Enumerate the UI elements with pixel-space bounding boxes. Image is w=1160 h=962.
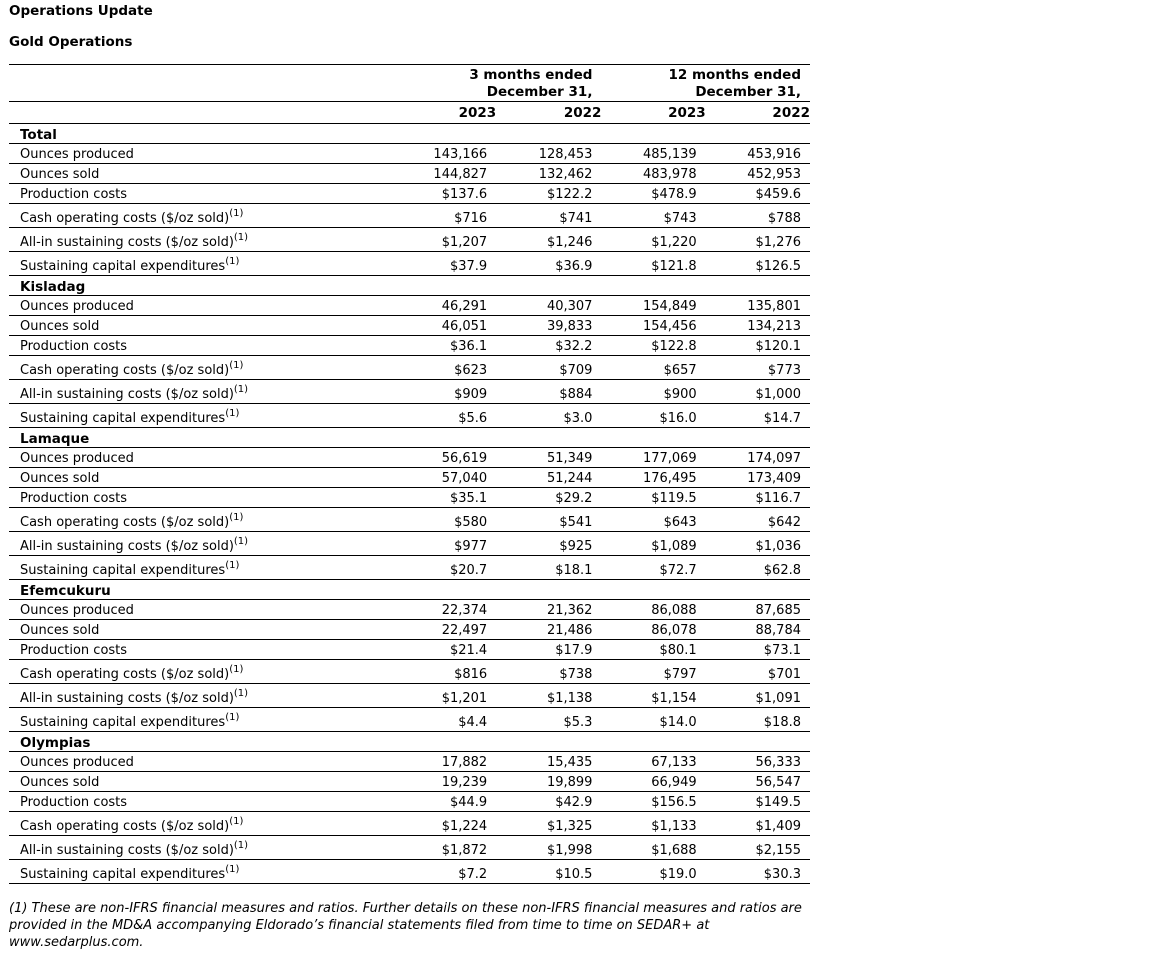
table-row: [9, 708, 810, 732]
row-label-cell: [9, 752, 391, 772]
value-cell: $2,155: [706, 836, 810, 860]
value-cell: $149.5: [706, 792, 810, 812]
footnote-marker: (1): [225, 560, 240, 571]
value-cell: $1,276: [706, 228, 810, 252]
table-row: [9, 204, 810, 228]
row-label-cell: [9, 164, 391, 184]
value-cell: 56,619: [391, 448, 496, 468]
value-cell: $72.7: [601, 556, 705, 580]
row-label: Cash operating costs ($/oz sold): [20, 667, 230, 682]
section-row: [9, 580, 810, 600]
value-cell: 173,409: [706, 468, 810, 488]
table-row: [9, 660, 810, 684]
value-cell: 86,088: [601, 600, 705, 620]
value-cell: $1,207: [391, 228, 496, 252]
value-cell: $62.8: [706, 556, 810, 580]
table-row: [9, 228, 810, 252]
value-cell: $126.5: [706, 252, 810, 276]
row-label: Ounces sold: [20, 623, 100, 638]
value-cell: $657: [601, 356, 705, 380]
value-cell: 46,291: [391, 296, 496, 316]
row-label-cell: [9, 792, 391, 812]
table-row: [9, 144, 810, 164]
value-cell: $1,872: [391, 836, 496, 860]
three-months-header: [391, 65, 602, 102]
value-cell: $1,036: [706, 532, 810, 556]
footnote-marker: (1): [225, 712, 240, 723]
row-label: Ounces produced: [20, 755, 134, 770]
section-title: Gold Operations: [9, 34, 133, 50]
value-cell: 128,453: [496, 144, 601, 164]
table-row: [9, 296, 810, 316]
row-label: Production costs: [20, 491, 128, 506]
row-label-cell: [9, 640, 391, 660]
value-cell: $1,201: [391, 684, 496, 708]
table-row: [9, 772, 810, 792]
value-cell: 56,547: [706, 772, 810, 792]
row-label: Sustaining capital expenditures: [20, 867, 226, 882]
table-row: [9, 556, 810, 580]
value-cell: $623: [391, 356, 496, 380]
table-row: [9, 620, 810, 640]
value-cell: 174,097: [706, 448, 810, 468]
value-cell: $1,224: [391, 812, 496, 836]
row-label: All-in sustaining costs ($/oz sold): [20, 691, 234, 706]
label-header: [9, 65, 391, 102]
row-label: Ounces produced: [20, 147, 134, 162]
table-row: [9, 252, 810, 276]
value-cell: 143,166: [391, 144, 496, 164]
period-header-row: [9, 65, 810, 102]
table-row: [9, 684, 810, 708]
value-cell: 22,497: [391, 620, 496, 640]
value-cell: 19,899: [496, 772, 601, 792]
three-months-line2: December 31,: [486, 84, 593, 100]
value-cell: $716: [391, 204, 496, 228]
row-label: Sustaining capital expenditures: [20, 563, 226, 578]
value-cell: 135,801: [706, 296, 810, 316]
value-cell: 177,069: [601, 448, 705, 468]
value-cell: 134,213: [706, 316, 810, 336]
row-label-cell: [9, 600, 391, 620]
value-cell: 154,849: [601, 296, 705, 316]
row-label: Ounces sold: [20, 471, 100, 486]
value-cell: 132,462: [496, 164, 601, 184]
table-row: [9, 600, 810, 620]
row-label-cell: [9, 184, 391, 204]
table-body: [9, 124, 810, 884]
value-cell: $18.8: [706, 708, 810, 732]
value-cell: $35.1: [391, 488, 496, 508]
row-label: All-in sustaining costs ($/oz sold): [20, 539, 234, 554]
table-row: [9, 812, 810, 836]
section-name: Efemcukuru: [9, 580, 810, 600]
row-label-cell: [9, 812, 391, 836]
table-row: [9, 356, 810, 380]
table-row: [9, 792, 810, 812]
value-cell: $741: [496, 204, 601, 228]
row-label-cell: [9, 508, 391, 532]
section-name: Kisladag: [9, 276, 810, 296]
footnote-marker: (1): [225, 408, 240, 419]
year-header-row: [9, 102, 810, 124]
value-cell: $120.1: [706, 336, 810, 356]
value-cell: 87,685: [706, 600, 810, 620]
row-label: Sustaining capital expenditures: [20, 259, 226, 274]
value-cell: 21,486: [496, 620, 601, 640]
table-row: [9, 448, 810, 468]
value-cell: $643: [601, 508, 705, 532]
value-cell: 485,139: [601, 144, 705, 164]
section-row: [9, 732, 810, 752]
row-label-cell: [9, 144, 391, 164]
row-label-cell: [9, 532, 391, 556]
footnote-marker: (1): [233, 384, 249, 395]
value-cell: $1,138: [496, 684, 601, 708]
value-cell: 15,435: [496, 752, 601, 772]
table-row: [9, 380, 810, 404]
value-cell: $19.0: [601, 860, 705, 884]
row-label-cell: [9, 660, 391, 684]
value-cell: $541: [496, 508, 601, 532]
table-row: [9, 316, 810, 336]
value-cell: $1,246: [496, 228, 601, 252]
value-cell: 453,916: [706, 144, 810, 164]
table-row: [9, 336, 810, 356]
value-cell: $788: [706, 204, 810, 228]
label-header-blank: [9, 102, 391, 124]
twelve-months-header: [601, 65, 810, 102]
row-label-cell: [9, 356, 391, 380]
value-cell: $37.9: [391, 252, 496, 276]
value-cell: 67,133: [601, 752, 705, 772]
table-row: [9, 404, 810, 428]
value-cell: $14.7: [706, 404, 810, 428]
row-label-cell: [9, 860, 391, 884]
table-row: [9, 184, 810, 204]
footnote-marker: (1): [225, 256, 240, 267]
row-label-cell: [9, 336, 391, 356]
row-label: Sustaining capital expenditures: [20, 411, 226, 426]
footnote-marker: (1): [233, 688, 249, 699]
row-label-cell: [9, 620, 391, 640]
gold-operations-table: [9, 64, 810, 884]
table-row: [9, 468, 810, 488]
footnote: (1) These are non-IFRS financial measures and ratios. Further details on these non-IFRS financial measures and ratios are provided in the MD&A accompanying Eldorado’s financial statements filed from time to time on SEDAR+ at www.sedarplus.com.: [9, 901, 802, 950]
value-cell: 57,040: [391, 468, 496, 488]
value-cell: $42.9: [496, 792, 601, 812]
row-label-cell: [9, 772, 391, 792]
twelve-months-line2: December 31,: [695, 84, 801, 100]
row-label-cell: [9, 708, 391, 732]
value-cell: $580: [391, 508, 496, 532]
footnote-marker: (1): [225, 864, 240, 875]
footnote-marker: (1): [229, 360, 244, 371]
value-cell: $44.9: [391, 792, 496, 812]
value-cell: $7.2: [391, 860, 496, 884]
footnote-marker: (1): [233, 232, 249, 243]
row-label: Ounces produced: [20, 299, 134, 314]
section-row: [9, 124, 810, 144]
row-label-cell: [9, 488, 391, 508]
value-cell: $642: [706, 508, 810, 532]
value-cell: $738: [496, 660, 601, 684]
value-cell: $743: [601, 204, 705, 228]
row-label: All-in sustaining costs ($/oz sold): [20, 843, 234, 858]
footnote-marker: (1): [233, 536, 249, 547]
value-cell: $18.1: [496, 556, 601, 580]
row-label: All-in sustaining costs ($/oz sold): [20, 387, 234, 402]
value-cell: $459.6: [706, 184, 810, 204]
value-cell: 39,833: [496, 316, 601, 336]
value-cell: $1,998: [496, 836, 601, 860]
row-label: All-in sustaining costs ($/oz sold): [20, 235, 234, 250]
value-cell: 66,949: [601, 772, 705, 792]
value-cell: $122.2: [496, 184, 601, 204]
value-cell: $1,000: [706, 380, 810, 404]
value-cell: $478.9: [601, 184, 705, 204]
value-cell: 483,978: [601, 164, 705, 184]
value-cell: $122.8: [601, 336, 705, 356]
value-cell: $909: [391, 380, 496, 404]
table-row: [9, 508, 810, 532]
row-label: Production costs: [20, 339, 128, 354]
value-cell: $816: [391, 660, 496, 684]
value-cell: $21.4: [391, 640, 496, 660]
value-cell: 86,078: [601, 620, 705, 640]
row-label-cell: [9, 468, 391, 488]
table-row: [9, 836, 810, 860]
footnote-marker: (1): [229, 208, 244, 219]
value-cell: 17,882: [391, 752, 496, 772]
value-cell: $1,091: [706, 684, 810, 708]
table-row: [9, 752, 810, 772]
row-label: Ounces sold: [20, 167, 100, 182]
value-cell: 154,456: [601, 316, 705, 336]
row-label: Ounces sold: [20, 775, 100, 790]
row-label: Production costs: [20, 187, 128, 202]
row-label-cell: [9, 252, 391, 276]
value-cell: 40,307: [496, 296, 601, 316]
table-row: [9, 164, 810, 184]
three-months-line1: 3 months ended: [469, 67, 593, 83]
row-label: Ounces produced: [20, 603, 134, 618]
value-cell: $1,409: [706, 812, 810, 836]
value-cell: $36.9: [496, 252, 601, 276]
section-row: [9, 276, 810, 296]
value-cell: 144,827: [391, 164, 496, 184]
section-name: Total: [9, 124, 810, 144]
value-cell: 176,495: [601, 468, 705, 488]
row-label: Ounces produced: [20, 451, 134, 466]
row-label-cell: [9, 316, 391, 336]
value-cell: $1,154: [601, 684, 705, 708]
year-header: 2022: [496, 102, 601, 124]
value-cell: $10.5: [496, 860, 601, 884]
value-cell: $32.2: [496, 336, 601, 356]
value-cell: $137.6: [391, 184, 496, 204]
section-name: Olympias: [9, 732, 810, 752]
value-cell: $16.0: [601, 404, 705, 428]
year-header: 2022: [706, 102, 810, 124]
row-label-cell: [9, 404, 391, 428]
value-cell: $116.7: [706, 488, 810, 508]
value-cell: 21,362: [496, 600, 601, 620]
row-label-cell: [9, 684, 391, 708]
value-cell: $1,220: [601, 228, 705, 252]
value-cell: $156.5: [601, 792, 705, 812]
footnote-marker: (1): [229, 664, 244, 675]
value-cell: $5.3: [496, 708, 601, 732]
footnote-marker: (1): [233, 840, 249, 851]
row-label-cell: [9, 836, 391, 860]
value-cell: $14.0: [601, 708, 705, 732]
row-label: Cash operating costs ($/oz sold): [20, 515, 230, 530]
value-cell: $709: [496, 356, 601, 380]
value-cell: $20.7: [391, 556, 496, 580]
value-cell: $925: [496, 532, 601, 556]
table-row: [9, 488, 810, 508]
section-row: [9, 428, 810, 448]
table-row: [9, 860, 810, 884]
value-cell: $900: [601, 380, 705, 404]
value-cell: $30.3: [706, 860, 810, 884]
footnote-marker: (1): [229, 512, 244, 523]
value-cell: $5.6: [391, 404, 496, 428]
row-label-cell: [9, 228, 391, 252]
table-row: [9, 640, 810, 660]
value-cell: 51,244: [496, 468, 601, 488]
footnote-marker: (1): [229, 816, 244, 827]
value-cell: $884: [496, 380, 601, 404]
row-label: Cash operating costs ($/oz sold): [20, 211, 230, 226]
value-cell: $119.5: [601, 488, 705, 508]
value-cell: 46,051: [391, 316, 496, 336]
value-cell: $773: [706, 356, 810, 380]
value-cell: $701: [706, 660, 810, 684]
row-label: Ounces sold: [20, 319, 100, 334]
value-cell: $3.0: [496, 404, 601, 428]
value-cell: $797: [601, 660, 705, 684]
value-cell: $1,133: [601, 812, 705, 836]
value-cell: $1,325: [496, 812, 601, 836]
row-label: Production costs: [20, 795, 128, 810]
row-label: Production costs: [20, 643, 128, 658]
row-label-cell: [9, 204, 391, 228]
value-cell: 22,374: [391, 600, 496, 620]
value-cell: $17.9: [496, 640, 601, 660]
year-header: 2023: [391, 102, 496, 124]
row-label-cell: [9, 556, 391, 580]
table-row: [9, 532, 810, 556]
value-cell: $121.8: [601, 252, 705, 276]
row-label-cell: [9, 380, 391, 404]
twelve-months-line1: 12 months ended: [668, 67, 801, 83]
value-cell: $1,688: [601, 836, 705, 860]
page-title: Operations Update: [9, 3, 153, 19]
value-cell: 56,333: [706, 752, 810, 772]
value-cell: 452,953: [706, 164, 810, 184]
row-label-cell: [9, 448, 391, 468]
value-cell: $73.1: [706, 640, 810, 660]
value-cell: $29.2: [496, 488, 601, 508]
value-cell: 88,784: [706, 620, 810, 640]
value-cell: $80.1: [601, 640, 705, 660]
row-label-cell: [9, 296, 391, 316]
section-name: Lamaque: [9, 428, 810, 448]
value-cell: $1,089: [601, 532, 705, 556]
row-label: Sustaining capital expenditures: [20, 715, 226, 730]
year-header: 2023: [601, 102, 705, 124]
row-label: Cash operating costs ($/oz sold): [20, 363, 230, 378]
value-cell: $977: [391, 532, 496, 556]
value-cell: $4.4: [391, 708, 496, 732]
row-label: Cash operating costs ($/oz sold): [20, 819, 230, 834]
value-cell: 19,239: [391, 772, 496, 792]
value-cell: $36.1: [391, 336, 496, 356]
value-cell: 51,349: [496, 448, 601, 468]
